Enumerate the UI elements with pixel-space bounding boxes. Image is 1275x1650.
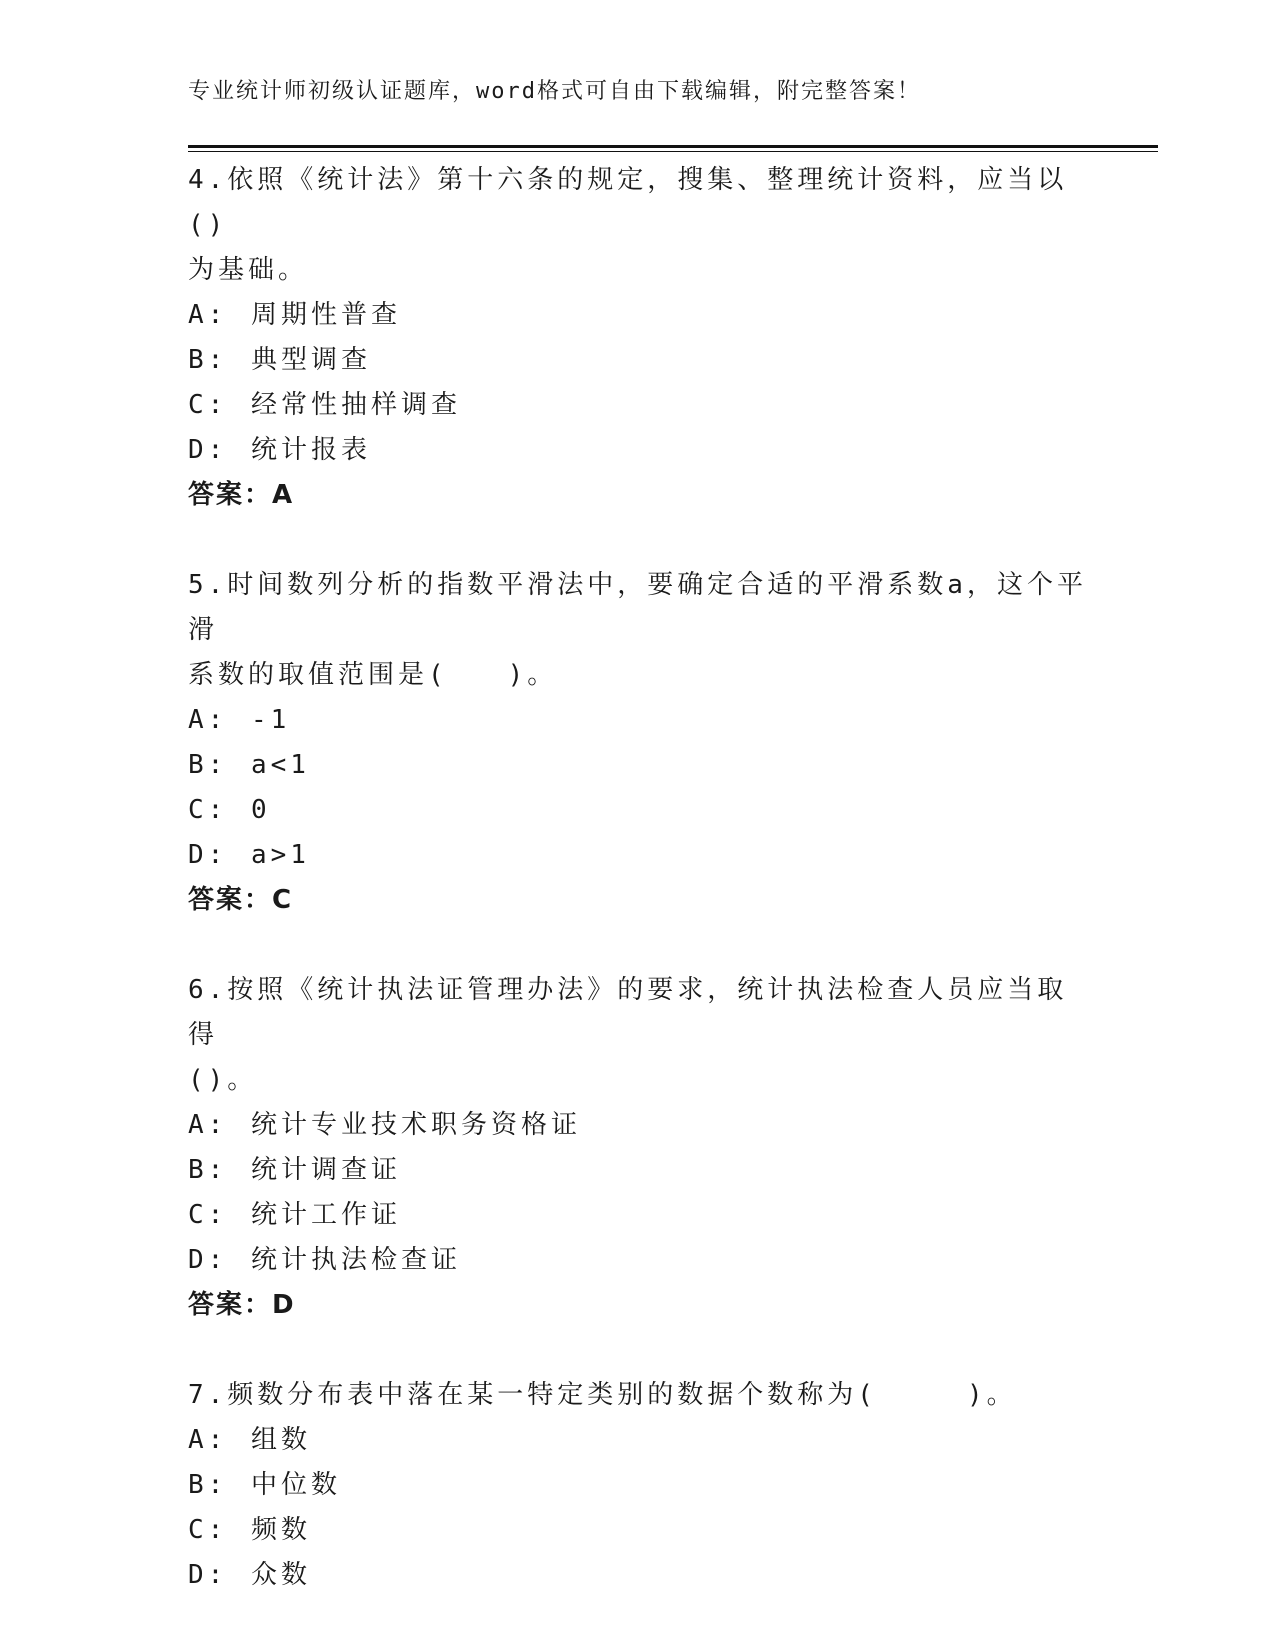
question-text: 7.频数分布表中落在某一特定类别的数据个数称为( )。 bbox=[188, 1380, 1017, 1410]
answer: 答案：C bbox=[188, 885, 294, 915]
option-b bbox=[188, 338, 1088, 383]
spacer bbox=[188, 518, 1088, 563]
option-text: 统计调查证 bbox=[250, 1155, 401, 1185]
header-rule-thin bbox=[188, 151, 1158, 152]
option-d bbox=[188, 428, 1088, 473]
option-b bbox=[188, 743, 1088, 788]
option-text: 组数 bbox=[250, 1425, 311, 1455]
option-label: A: bbox=[188, 1110, 228, 1140]
page-header: 专业统计师初级认证题库，word格式可自由下载编辑，附完整答案！ bbox=[188, 79, 921, 104]
header-rule-thick bbox=[188, 145, 1158, 148]
option-label: D: bbox=[188, 840, 228, 870]
option-c bbox=[188, 1508, 1088, 1553]
question-5 bbox=[188, 563, 1088, 923]
question-text-continued: 为基础。 bbox=[188, 255, 309, 285]
option-label: B: bbox=[188, 750, 228, 780]
option-text: 周期性普查 bbox=[250, 300, 401, 330]
option-label: C: bbox=[188, 1200, 228, 1230]
option-label: A: bbox=[188, 300, 228, 330]
question-text: 5.时间数列分析的指数平滑法中，要确定合适的平滑系数a，这个平滑 bbox=[188, 570, 1087, 645]
option-a bbox=[188, 1418, 1088, 1463]
option-text: a>1 bbox=[250, 840, 310, 870]
option-label: A: bbox=[188, 1425, 228, 1455]
option-d bbox=[188, 833, 1088, 878]
question-6 bbox=[188, 968, 1088, 1328]
option-text: 中位数 bbox=[250, 1470, 341, 1500]
option-text: 典型调查 bbox=[250, 345, 371, 375]
option-text: 0 bbox=[250, 795, 271, 825]
question-7 bbox=[188, 1373, 1088, 1598]
option-text: a<1 bbox=[250, 750, 310, 780]
option-a bbox=[188, 1103, 1088, 1148]
option-b bbox=[188, 1148, 1088, 1193]
question-text-continued: ()。 bbox=[188, 1065, 258, 1095]
option-label: B: bbox=[188, 1470, 228, 1500]
option-d bbox=[188, 1238, 1088, 1283]
question-list bbox=[188, 158, 1088, 1598]
option-text: 众数 bbox=[250, 1560, 311, 1590]
option-c bbox=[188, 383, 1088, 428]
option-text: -1 bbox=[250, 705, 291, 735]
spacer bbox=[188, 923, 1088, 968]
spacer bbox=[188, 1328, 1088, 1373]
option-label: C: bbox=[188, 1515, 228, 1545]
option-c bbox=[188, 1193, 1088, 1238]
option-label: A: bbox=[188, 705, 228, 735]
option-label: B: bbox=[188, 1155, 228, 1185]
option-b bbox=[188, 1463, 1088, 1508]
option-label: D: bbox=[188, 1560, 228, 1590]
option-label: D: bbox=[188, 435, 228, 465]
question-text-continued: 系数的取值范围是( )。 bbox=[188, 660, 558, 690]
option-text: 频数 bbox=[250, 1515, 311, 1545]
option-label: D: bbox=[188, 1245, 228, 1275]
option-d bbox=[188, 1553, 1088, 1598]
question-text: 4.依照《统计法》第十六条的规定，搜集、整理统计资料，应当以() bbox=[188, 165, 1068, 240]
option-label: C: bbox=[188, 390, 228, 420]
option-a bbox=[188, 293, 1088, 338]
option-a bbox=[188, 698, 1088, 743]
option-c bbox=[188, 788, 1088, 833]
answer: 答案：D bbox=[188, 1290, 296, 1320]
option-label: C: bbox=[188, 795, 228, 825]
option-text: 统计执法检查证 bbox=[250, 1245, 461, 1275]
option-text: 统计专业技术职务资格证 bbox=[250, 1110, 581, 1140]
question-4 bbox=[188, 158, 1088, 518]
option-text: 统计工作证 bbox=[250, 1200, 401, 1230]
question-text: 6.按照《统计执法证管理办法》的要求，统计执法检查人员应当取得 bbox=[188, 975, 1068, 1050]
option-text: 经常性抽样调查 bbox=[250, 390, 461, 420]
answer: 答案：A bbox=[188, 480, 295, 510]
option-label: B: bbox=[188, 345, 228, 375]
option-text: 统计报表 bbox=[250, 435, 371, 465]
